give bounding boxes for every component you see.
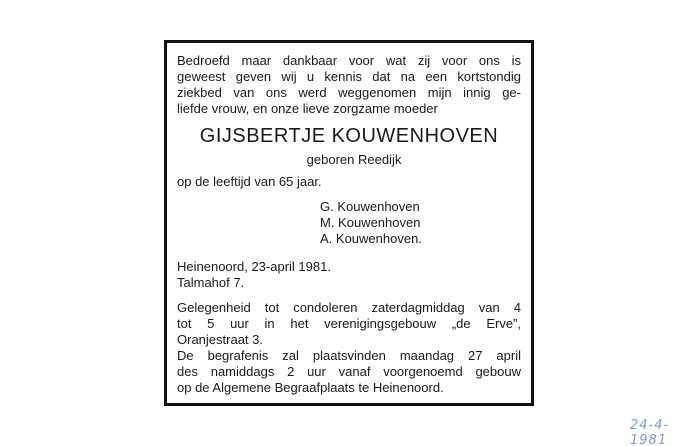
intro-line: ziekbed van ons werd weggenomen mijn innig ge-	[177, 85, 521, 100]
handwritten-date: 24-4-1981	[630, 418, 670, 446]
condolence-line: tot 5 uur in het verenigingsgebouw „de Erve”,	[177, 316, 521, 331]
family-member: M. Kouwenhoven	[320, 215, 421, 230]
place-date: Heinenoord, 23-april 1981.	[177, 259, 331, 274]
intro-line: liefde vrouw, en onze lieve zorgzame moeder	[177, 101, 438, 116]
condolence-line: Oranjestraat 3.	[177, 332, 263, 347]
funeral-line: op de Algemene Begraafplaats te Heinenoord.	[177, 380, 444, 395]
address: Talmahof 7.	[177, 275, 245, 290]
condolence-line: Gelegenheid tot condoleren zaterdagmiddag van 4	[177, 300, 521, 315]
intro-line: geweest geven wij u kennis dat na een kortstondig	[177, 69, 521, 84]
deceased-name: GIJSBERTJE KOUWENHOVEN	[199, 125, 499, 147]
condolence-block	[177, 300, 521, 396]
funeral-line: De begrafenis zal plaatsvinden maandag 27 april	[177, 348, 521, 363]
maiden-name: geboren Reedijk	[306, 152, 402, 167]
intro-line: Bedroefd maar dankbaar voor wat zij voor ons is	[177, 53, 521, 68]
funeral-line: des namiddags 2 uur vanaf voorgenoemd gebouw	[177, 364, 521, 379]
family-member: A. Kouwenhoven.	[320, 231, 422, 246]
intro-text	[177, 53, 521, 117]
family-member: G. Kouwenhoven	[320, 199, 420, 214]
death-notice	[164, 40, 534, 406]
place-date-block	[177, 259, 521, 291]
age-line: op de leeftijd van 65 jaar.	[177, 174, 322, 189]
family-list	[320, 199, 521, 247]
